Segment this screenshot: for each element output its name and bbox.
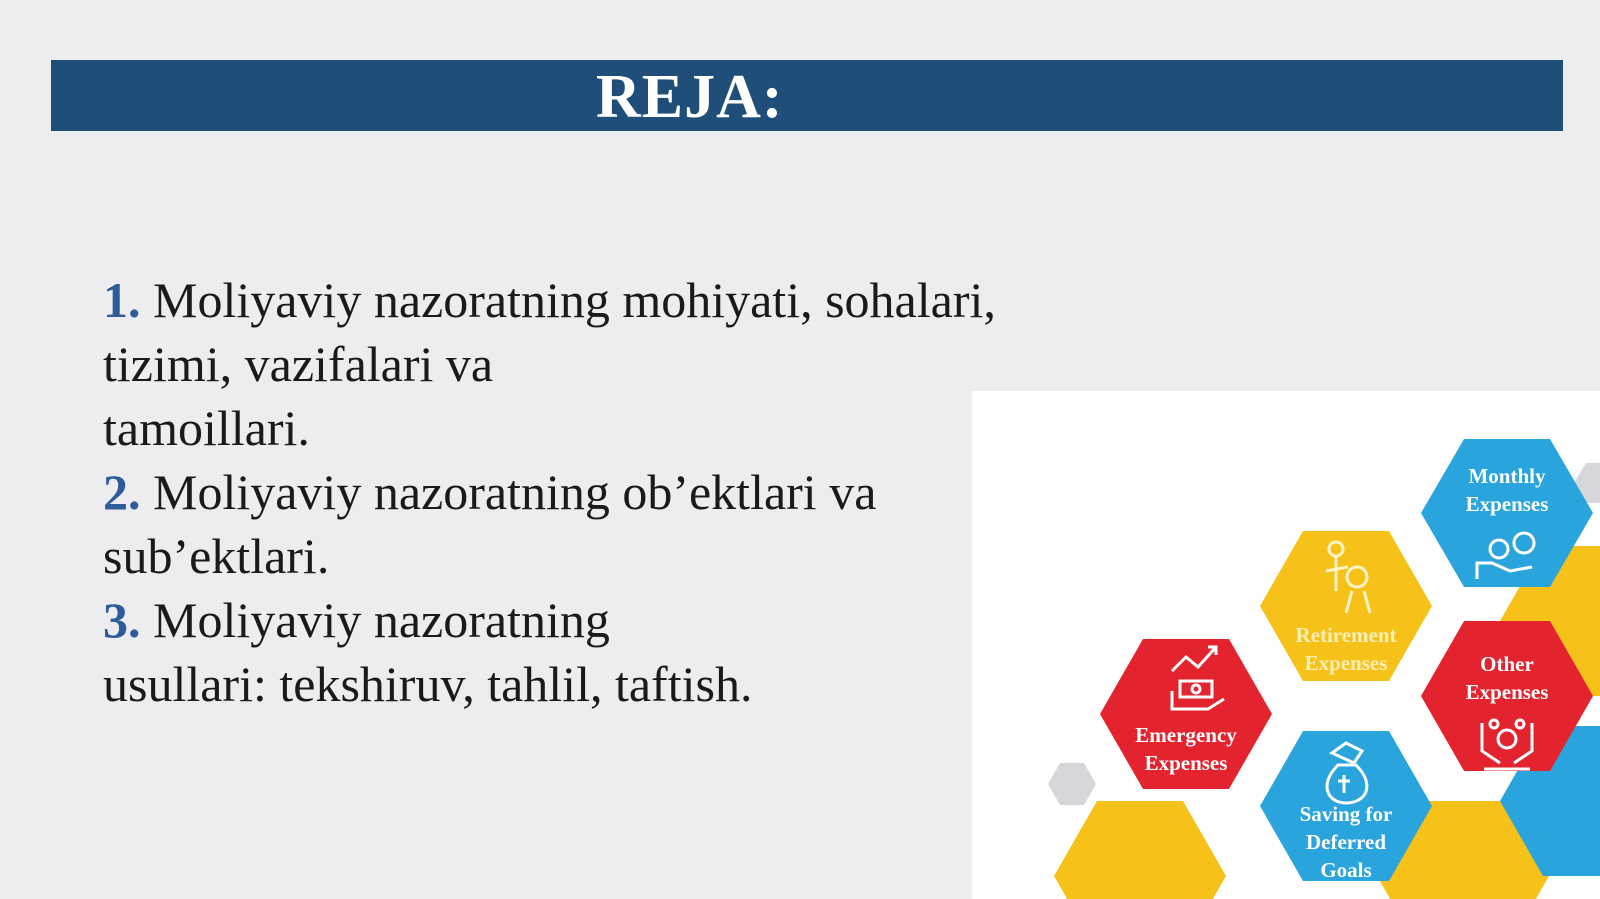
hexagon-label: Deferred bbox=[1305, 830, 1387, 854]
plan-item-line bbox=[103, 268, 1063, 332]
plan-item-2 bbox=[103, 460, 1063, 588]
plan-item-text: Moliyaviy nazoratning ob’ektlari va bbox=[153, 464, 877, 520]
plan-item-3 bbox=[103, 588, 1063, 716]
plan-item-line: tizimi, vazifalari va bbox=[103, 336, 494, 392]
title-bar bbox=[51, 60, 1563, 131]
plan-item-text: Moliyaviy nazoratning mohiyati, sohalari, bbox=[153, 272, 996, 328]
hexagon-emergency-expenses bbox=[1100, 639, 1272, 789]
hexagon-label: Emergency bbox=[1135, 723, 1237, 747]
plan-item-1 bbox=[103, 268, 1063, 460]
hexagon-label: Expenses bbox=[1304, 651, 1388, 675]
plan-item-number: 1. bbox=[103, 272, 141, 328]
expenses-honeycomb-picture bbox=[972, 391, 1600, 899]
plan-item-line bbox=[103, 460, 1063, 524]
hexagon-label: Other bbox=[1480, 652, 1534, 676]
hexagon-label: Monthly bbox=[1468, 464, 1546, 488]
plan-item-line: tamoillari. bbox=[103, 400, 310, 456]
honeycomb-graphic bbox=[972, 391, 1600, 899]
plan-item-number: 3. bbox=[103, 592, 141, 648]
hexagon-label: Expenses bbox=[1465, 680, 1549, 704]
hexagon-retirement-expenses bbox=[1260, 531, 1432, 681]
hexagon-label: Expenses bbox=[1465, 492, 1549, 516]
hexagon-label: Expenses bbox=[1144, 751, 1228, 775]
yellow-hexagon-bottom-left bbox=[1054, 801, 1226, 899]
plan-item-number: 2. bbox=[103, 464, 141, 520]
plan-item-text: Moliyaviy nazoratning bbox=[153, 592, 610, 648]
plan-item-line: sub’ektlari. bbox=[103, 528, 330, 584]
plan-item-line: usullari: tekshiruv, tahlil, taftish. bbox=[103, 656, 753, 712]
plan-item-line bbox=[103, 588, 1063, 652]
hexagon-label: Retirement bbox=[1295, 623, 1397, 647]
decorative-hexagon bbox=[1048, 763, 1096, 805]
hexagon-label: Goals bbox=[1320, 858, 1372, 882]
plan-list bbox=[103, 268, 1063, 716]
hexagon-label: Saving for bbox=[1299, 802, 1393, 826]
slide-title: REJA: bbox=[596, 63, 784, 131]
